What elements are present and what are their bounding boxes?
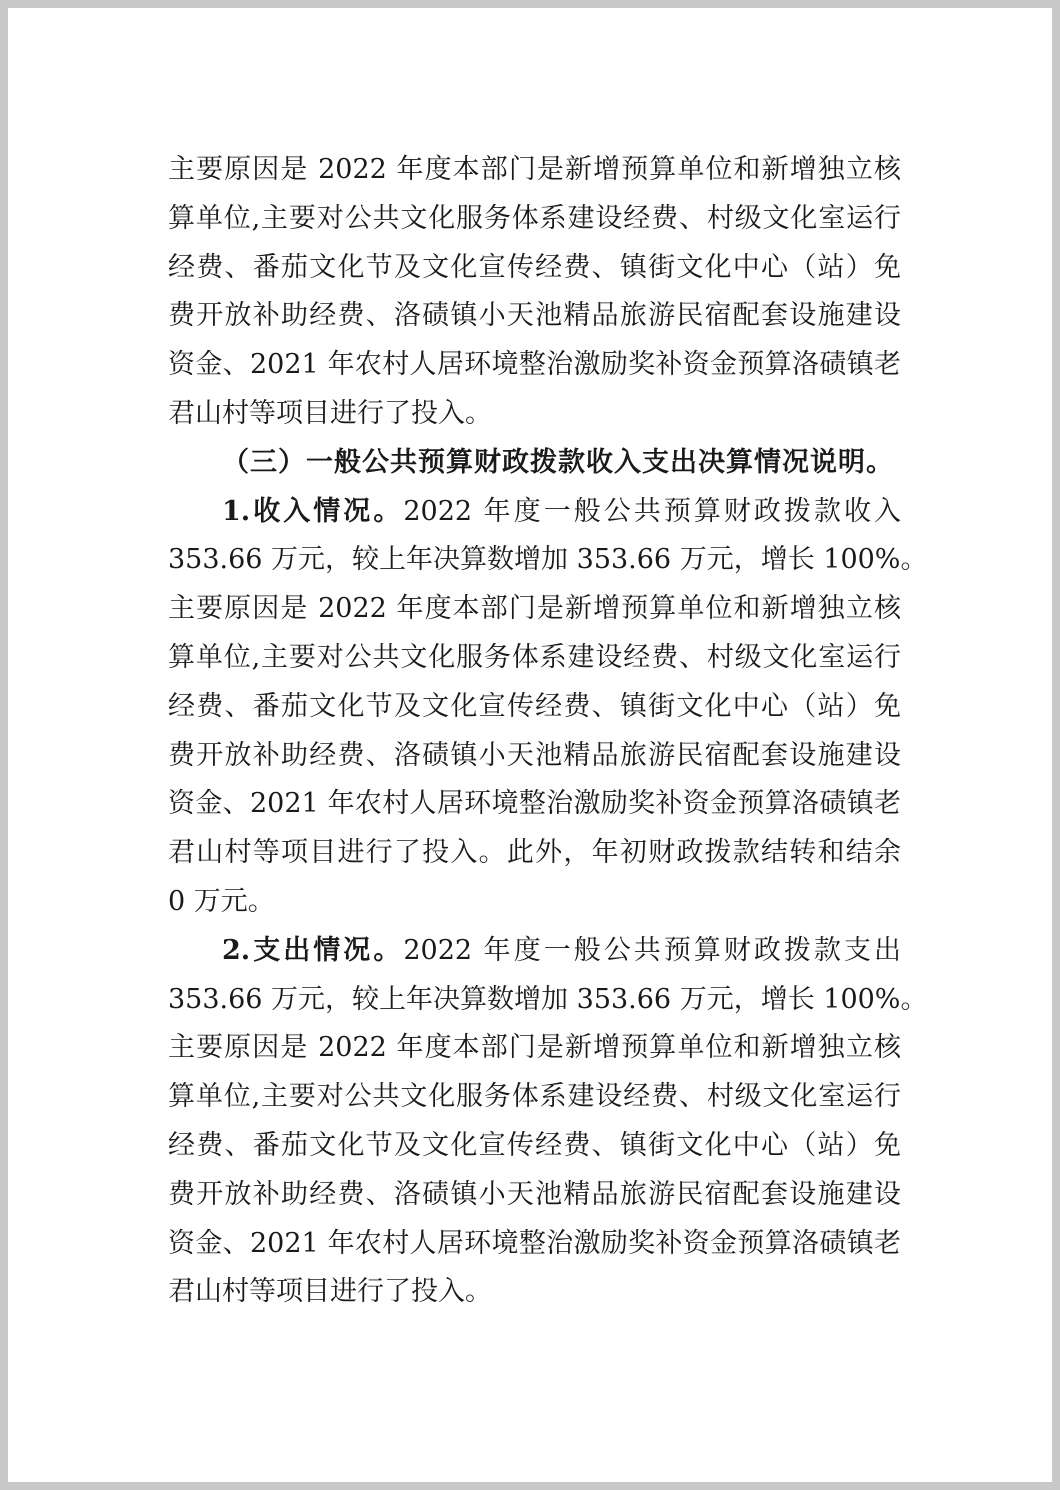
- income-label: 1.收入情况。: [222, 495, 404, 527]
- text-line: 君山村等项目进行了投入。此外，年初财政拨款结转和结余: [168, 837, 901, 869]
- paragraph-income: [168, 488, 928, 927]
- text-line: 算单位,主要对公共文化服务体系建设经费、村级文化室运行: [168, 202, 901, 234]
- text-line: 主要原因是 2022 年度本部门是新增预算单位和新增独立核: [168, 1032, 901, 1064]
- text-line: 主要原因是 2022 年度本部门是新增预算单位和新增独立核: [168, 593, 901, 625]
- text-line: 君山村等项目进行了投入。: [168, 1276, 492, 1308]
- expense-first-line-text: 2022 年度一般公共预算财政拨款支出: [403, 934, 901, 966]
- text-line: 主要原因是 2022 年度本部门是新增预算单位和新增独立核: [168, 154, 901, 185]
- text-line: 经费、番茄文化节及文化宣传经费、镇街文化中心（站）免: [168, 690, 901, 722]
- text-line: 算单位,主要对公共文化服务体系建设经费、村级文化室运行: [168, 641, 901, 673]
- income-first-line: [168, 488, 901, 537]
- expense-first-line: [168, 927, 901, 976]
- text-line: 353.66 万元，较上年决算数增加 353.66 万元，增长 100%。: [168, 544, 928, 576]
- paragraph-expense: [168, 927, 928, 1317]
- expense-label: 2.支出情况。: [222, 934, 404, 966]
- text-line: 资金、2021 年农村人居环境整治激励奖补资金预算洛碛镇老: [168, 788, 901, 820]
- text-line: 353.66 万元，较上年决算数增加 353.66 万元，增长 100%。: [168, 983, 928, 1015]
- text-line: 费开放补助经费、洛碛镇小天池精品旅游民宿配套设施建设: [168, 300, 901, 332]
- document-body: [168, 146, 928, 1317]
- income-first-line-text: 2022 年度一般公共预算财政拨款收入: [403, 495, 901, 527]
- text-line: 经费、番茄文化节及文化宣传经费、镇街文化中心（站）免: [168, 251, 901, 283]
- text-line: 君山村等项目进行了投入。: [168, 397, 492, 429]
- text-line: 资金、2021 年农村人居环境整治激励奖补资金预算洛碛镇老: [168, 349, 901, 381]
- text-line: 资金、2021 年农村人居环境整治激励奖补资金预算洛碛镇老: [168, 1227, 901, 1259]
- text-line: 0 万元。: [168, 885, 275, 917]
- paragraph-reasons: [168, 146, 901, 439]
- text-line: 费开放补助经费、洛碛镇小天池精品旅游民宿配套设施建设: [168, 739, 901, 771]
- text-line: 费开放补助经费、洛碛镇小天池精品旅游民宿配套设施建设: [168, 1178, 901, 1210]
- section-heading: （三）一般公共预算财政拨款收入支出决算情况说明。: [222, 446, 894, 478]
- document-page: [8, 8, 1052, 1482]
- text-line: 经费、番茄文化节及文化宣传经费、镇街文化中心（站）免: [168, 1129, 901, 1161]
- text-line: 算单位,主要对公共文化服务体系建设经费、村级文化室运行: [168, 1081, 901, 1113]
